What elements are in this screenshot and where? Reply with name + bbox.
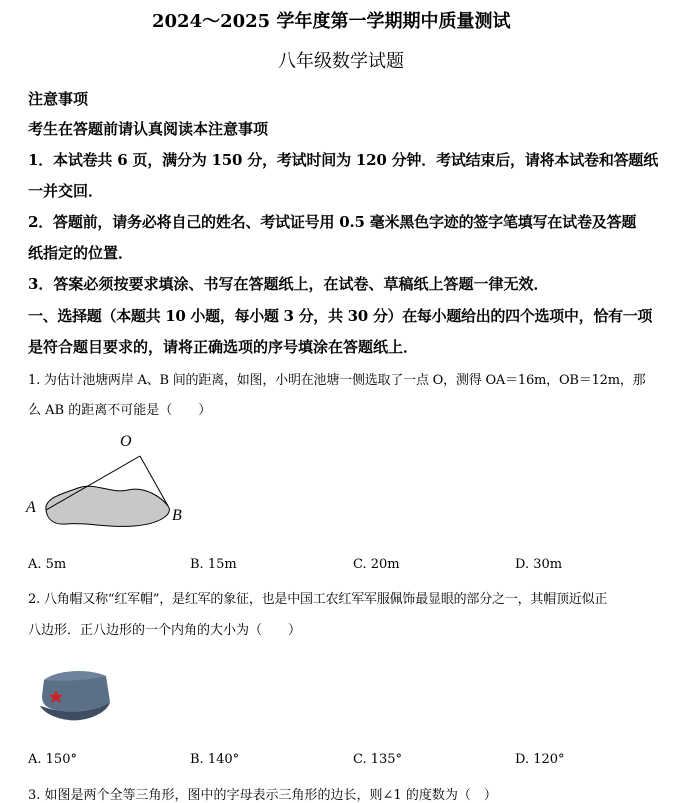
question-2-option-b[interactable]: B. 140° [190,752,240,767]
question-1-option-b[interactable]: B. 15m [190,557,237,572]
question-1-line-2: 么 AB 的距离不可能是（ ） [28,403,212,418]
question-3-line-1: 3. 如图是两个全等三角形，图中的字母表示三角形的边长，则∠1 的度数为（ ） [28,788,497,803]
point-o-label: O [120,433,132,450]
section-1-line-1: 一、选择题（本题共 10 小题，每小题 3 分，共 30 分）在每小题给出的四个选项中，恰有一项 [28,307,653,325]
notice-item-1-line-2: 一并交回． [28,182,104,200]
pond-figure [22,428,202,528]
point-b-label: B [172,507,182,524]
point-a-label: A [26,499,36,516]
question-2-option-c[interactable]: C. 135° [353,752,403,767]
question-1-line-1: 1. 为估计池塘两岸 A、B 间的距离，如图，小明在池塘一侧选取了一点 O，测得 OA＝16m，OB＝12m，那 [28,373,646,388]
pond-shape [46,486,170,526]
section-1-line-2: 是符合题目要求的，请将正确选项的序号填涂在答题纸上． [28,338,419,356]
notice-item-3: 3．答案必须按要求填涂、书写在答题纸上，在试卷、草稿纸上答题一律无效． [28,275,549,293]
notice-item-1-line-1: 1．本试卷共 6 页，满分为 150 分，考试时间为 120 分钟．考试结束后，请将本试卷和答题纸 [28,151,659,169]
question-2-line-1: 2. 八角帽又称“红军帽”，是红军的象征，也是中国工农红军军服佩饰最显眼的部分之一，其帽顶近似正 [28,592,608,607]
exam-subtitle: 八年级数学试题 [278,51,404,72]
question-2-line-2: 八边形．正八边形的一个内角的大小为（ ） [28,623,302,638]
notice-item-2-line-1: 2．答题前，请务必将自己的姓名、考试证号用 0.5 毫米黑色字迹的签字笔填写在试卷及答题 [28,213,637,231]
exam-title: 2024～2025 学年度第一学期期中质量测试 [152,11,511,32]
question-1-option-a[interactable]: A. 5m [28,557,67,572]
notice-intro: 考生在答题前请认真阅读本注意事项 [28,120,269,138]
notice-item-2-line-2: 纸指定的位置． [28,244,134,262]
question-1-option-d[interactable]: D. 30m [515,557,563,572]
question-2-option-d[interactable]: D. 120° [515,752,565,767]
question-1-option-c[interactable]: C. 20m [353,557,400,572]
army-cap-image [36,666,114,724]
question-2-option-a[interactable]: A. 150° [28,752,77,767]
notice-heading: 注意事项 [28,90,89,108]
